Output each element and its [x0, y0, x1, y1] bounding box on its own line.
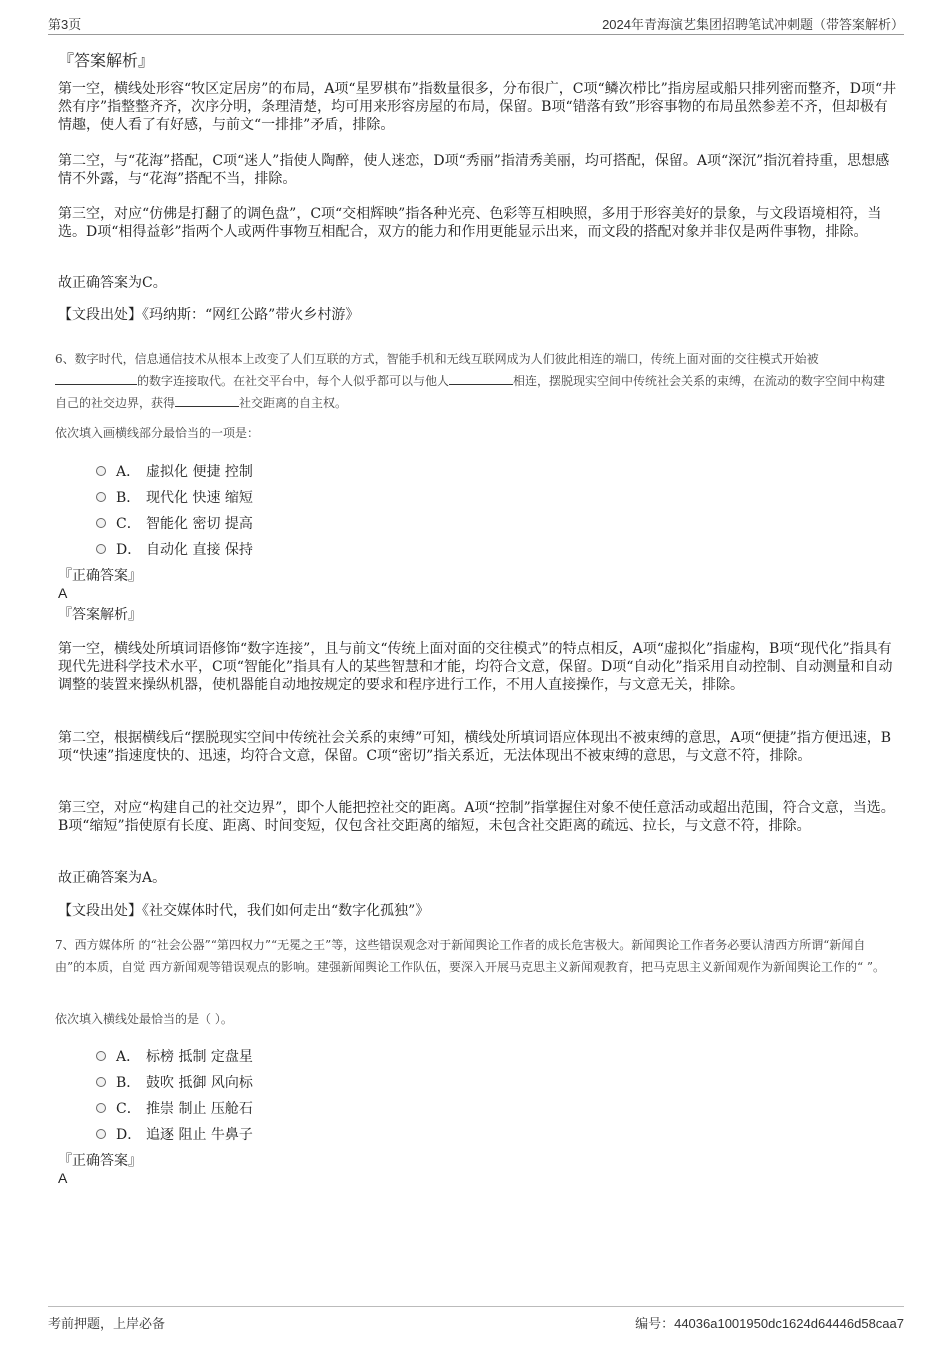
footer-serial: 编号：44036a1001950dc1624d64446d58caa7 — [635, 1316, 904, 1331]
q5-source: 【文段出处】《玛纳斯：“网红公路”带火乡村游》 — [58, 307, 360, 323]
page-number: 第3页 — [48, 17, 82, 32]
q6-analysis-para1: 第一空，横线处所填词语修饰“数字连接”，且与前文“传统上面对面的交往模式”的特点相反，A项“虚拟化”指虚构，B项“现代化”指具有现代先进科学技术水平，C项“智能化”指具有人的某些智慧和才能，均符合文意，保留。D项“自动化”指采用自动控制、自动测量和自动调整的装置来操纵机器，使机器能自动地按规定的要求和程序进行工作，不用人直接操作，与文意无关，排除。 — [58, 641, 893, 693]
radio-icon[interactable] — [96, 518, 106, 528]
radio-icon[interactable] — [96, 1129, 106, 1139]
q5-analysis-label: 『答案解析』 — [58, 51, 155, 70]
q6-conclusion: 故正确答案为A。 — [58, 870, 167, 886]
page-footer — [48, 1306, 904, 1332]
q7-instruction: 依次填入横线处最恰当的是（ ）。 — [55, 1012, 233, 1026]
q5-analysis-para1: 第一空，横线处形容“牧区定居房”的布局，A项“星罗棋布”指数量很多，分布很广，C项“鳞次栉比”指房屋或船只排列密而整齐，D项“井然有序”指整整齐齐，次序分明，条理清楚，均可用来形容房屋的布局，保留。B项“错落有致”形容事物的布局虽然参差不齐，但却极有情趣，使人看了有好感，与前文“一排排”矛盾，排除。 — [58, 81, 897, 133]
q6-option-b[interactable]: B． 现代化 快速 缩短 — [96, 487, 253, 507]
q6-correct-answer: A — [58, 585, 68, 601]
radio-icon[interactable] — [96, 466, 106, 476]
q6-option-d[interactable]: D． 自动化 直接 保持 — [96, 539, 253, 559]
q7-option-b[interactable]: B． 鼓吹 抵御 风向标 — [96, 1072, 253, 1092]
document-title: 2024年青海演艺集团招聘笔试冲刺题（带答案解析） — [602, 17, 904, 32]
radio-icon[interactable] — [96, 544, 106, 554]
q7-correct-label: 『正确答案』 — [58, 1153, 142, 1169]
q7-option-d[interactable]: D． 追逐 阻止 牛鼻子 — [96, 1124, 253, 1144]
q6-source: 【文段出处】《社交媒体时代，我们如何走出“数字化孤独”》 — [58, 903, 430, 919]
radio-icon[interactable] — [96, 1077, 106, 1087]
footer-slogan: 考前押题，上岸必备 — [48, 1317, 166, 1332]
q7-correct-answer: A — [58, 1170, 68, 1186]
q6-instruction: 依次填入画横线部分最恰当的一项是： — [55, 426, 260, 440]
q7-option-a[interactable]: A． 标榜 抵制 定盘星 — [96, 1046, 253, 1066]
q7-stem: 7、西方媒体所 的“社会公器”“第四权力”“无冕之王”等，这些错误观念对于新闻舆论工作者的成长危害极大。新闻舆论工作者务必要认清西方所谓“新闻自由”的本质，自觉 西方新闻观等错误观点的影响。建强新闻舆论工作队伍，要深入开展马克思主义新闻观教育，把马克思主义新闻观作为新闻舆论工作的“ ”。 — [55, 938, 886, 974]
q6-correct-label: 『正确答案』 — [58, 568, 142, 584]
q6-analysis-label: 『答案解析』 — [58, 607, 142, 623]
q6-option-c[interactable]: C． 智能化 密切 提高 — [96, 513, 253, 533]
q6-option-a[interactable]: A． 虚拟化 便捷 控制 — [96, 461, 253, 481]
q6-analysis-para2: 第二空，根据横线后“摆脱现实空间中传统社会关系的束缚”可知，横线处所填词语应体现出不被束缚的意思，A项“便捷”指方便迅速，B项“快速”指速度快的、迅速，均符合文意，保留。C项“密切”指关系近，无法体现出不被束缚的意思，与文意不符，排除。 — [58, 730, 892, 764]
radio-icon[interactable] — [96, 492, 106, 502]
radio-icon[interactable] — [96, 1051, 106, 1061]
q5-conclusion: 故正确答案为C。 — [58, 275, 167, 291]
q5-analysis-para2: 第二空，与“花海”搭配，C项“迷人”指使人陶醉，使人迷恋，D项“秀丽”指清秀美丽，均可搭配，保留。A项“深沉”指沉着持重，思想感情不外露，与“花海”搭配不当，排除。 — [58, 153, 890, 187]
radio-icon[interactable] — [96, 1103, 106, 1113]
q7-option-c[interactable]: C． 推崇 制止 压舱石 — [96, 1098, 253, 1118]
page-header — [48, 12, 904, 35]
q6-stem: 6、数字时代，信息通信技术从根本上改变了人们互联的方式，智能手机和无线互联网成为人们彼此相连的端口，传统上面对面的交往模式开始被的数字连接取代。在社交平台中，每个人似乎都可以与他人 相连，摆脱现实空间中传统社会关系的束缚，在流动的数字空间中构建自己的社交边界，获得 社交距离的自主权。 — [55, 352, 886, 410]
q5-analysis-para3: 第三空，对应“仿佛是打翻了的调色盘”，C项“交相辉映”指各种光亮、色彩等互相映照，多用于形容美好的景象，与文段语境相符，当选。D项“相得益彰”指两个人或两件事物互相配合，双方的能力和作用更能显示出来，而文段的搭配对象并非仅是两件事物，排除。 — [58, 206, 882, 240]
q6-analysis-para3: 第三空，对应“构建自己的社交边界”，即个人能把控社交的距离。A项“控制”指掌握住对象不使任意活动或超出范围，符合文意，当选。B项“缩短”指使原有长度、距离、时间变短，仅包含社交距离的缩短，未包含社交距离的疏远、拉长，与文意不符，排除。 — [58, 800, 895, 834]
